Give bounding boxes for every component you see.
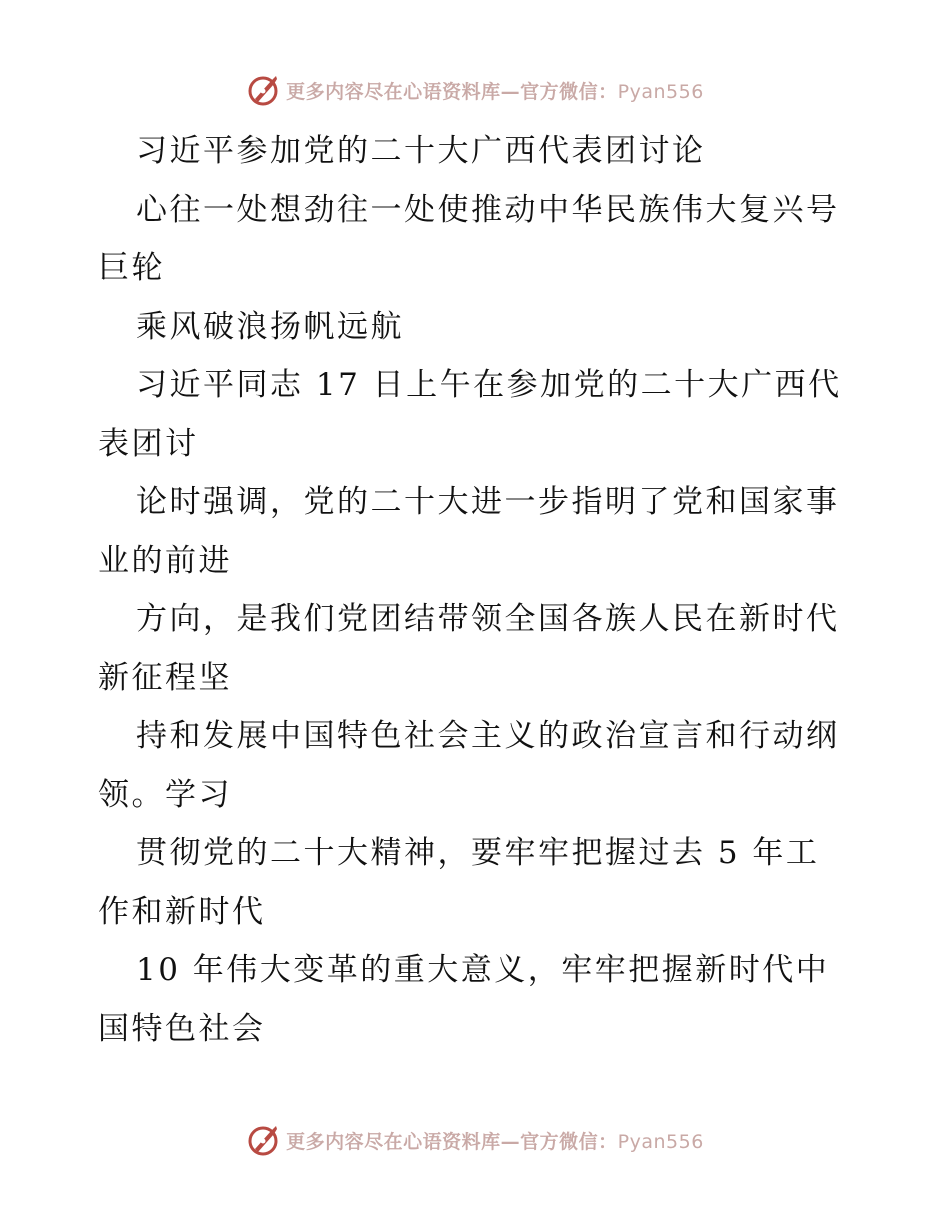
document-line: 10 年伟大变革的重大意义，牢牢把握新时代中 <box>136 952 830 988</box>
footer-banner-text <box>286 1127 704 1154</box>
document-line: 新征程坚 <box>98 659 232 696</box>
document-line: 国特色社会 <box>98 1010 266 1047</box>
document-line: 业的前进 <box>98 542 232 579</box>
header-banner-label: 更多内容尽在心语资料库—官方微信： <box>286 80 618 103</box>
document-line: 方向，是我们党团结带领全国各族人民在新时代 <box>136 601 840 637</box>
document-line: 乘风破浪扬帆远航 <box>136 308 404 345</box>
pen-logo-icon <box>246 1123 280 1157</box>
footer-banner <box>0 1120 950 1160</box>
footer-banner-inner <box>246 1123 704 1157</box>
header-banner-text <box>286 77 704 104</box>
header-banner-brand: Pyan556 <box>617 80 704 103</box>
document-line: 表团讨 <box>98 425 199 462</box>
document-line: 习近平同志 17 日上午在参加党的二十大广西代 <box>136 367 842 403</box>
document-line: 持和发展中国特色社会主义的政治宣言和行动纲 <box>136 718 840 754</box>
document-line: 心往一处想劲往一处使推动中华民族伟大复兴号 <box>136 191 840 228</box>
document-line: 习近平参加党的二十大广西代表团讨论 <box>136 133 706 169</box>
header-banner <box>0 70 950 110</box>
document-line: 领。学习 <box>98 776 232 813</box>
footer-banner-label: 更多内容尽在心语资料库—官方微信： <box>286 1130 618 1153</box>
document-line: 贯彻党的二十大精神，要牢牢把握过去 5 年工 <box>136 835 820 871</box>
document-line: 巨轮 <box>98 250 165 286</box>
footer-banner-brand: Pyan556 <box>617 1130 704 1153</box>
document-body <box>98 122 858 1058</box>
document-line: 论时强调，党的二十大进一步指明了党和国家事 <box>136 484 840 520</box>
document-line: 作和新时代 <box>98 893 266 930</box>
header-banner-inner <box>246 73 704 107</box>
pen-logo-icon <box>246 73 280 107</box>
